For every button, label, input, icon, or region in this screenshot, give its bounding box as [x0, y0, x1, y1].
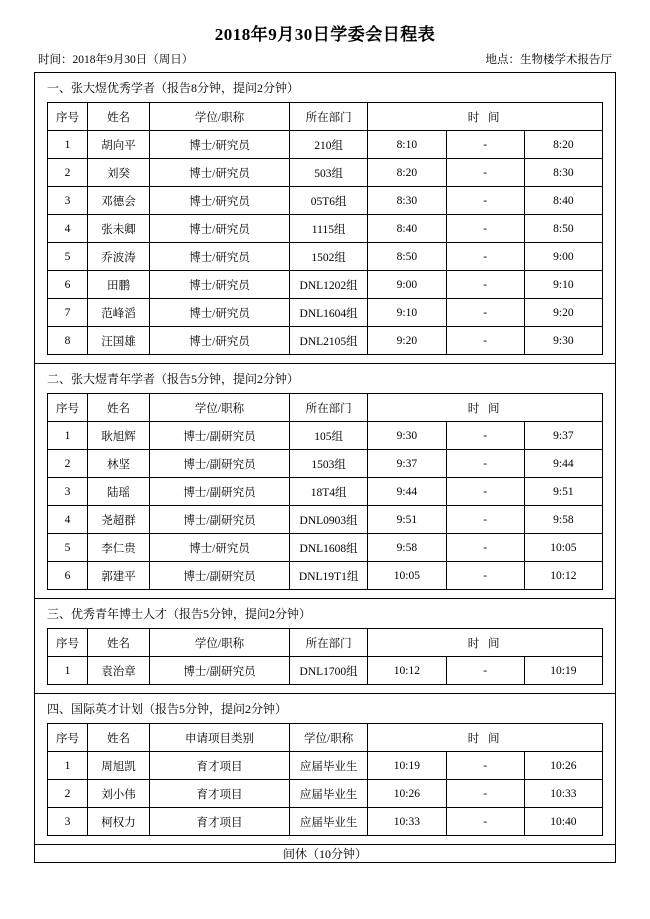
column-header: 姓名	[88, 394, 150, 422]
cell-time-start: 9:44	[368, 478, 446, 506]
cell-time-dash: -	[446, 780, 524, 808]
cell-time-dash: -	[446, 131, 524, 159]
cell-degree: 育才项目	[150, 752, 290, 780]
cell-time-start: 8:10	[368, 131, 446, 159]
cell-degree: 博士/副研究员	[150, 506, 290, 534]
column-header: 姓名	[88, 724, 150, 752]
cell-time-end: 9:10	[524, 271, 602, 299]
section-heading: 三、优秀青年博士人才（报告5分钟，提问2分钟）	[47, 607, 312, 621]
table-row	[48, 243, 603, 271]
cell-dept: 1503组	[290, 450, 368, 478]
column-header-time: 时 间	[368, 724, 603, 752]
table-row	[48, 327, 603, 355]
cell-dept: DNL0903组	[290, 506, 368, 534]
column-header-time: 时 间	[368, 394, 603, 422]
schedule-section	[35, 73, 616, 364]
cell-time-end: 10:40	[524, 808, 602, 836]
table-row	[48, 131, 603, 159]
cell-time-start: 9:30	[368, 422, 446, 450]
cell-name: 郭建平	[88, 562, 150, 590]
schedule-section	[35, 694, 616, 845]
section-table	[47, 628, 603, 685]
table-row	[48, 215, 603, 243]
cell-time-start: 9:00	[368, 271, 446, 299]
cell-time-end: 8:50	[524, 215, 602, 243]
column-header: 序号	[48, 724, 88, 752]
cell-time-end: 10:26	[524, 752, 602, 780]
table-row	[48, 534, 603, 562]
cell-dept: 18T4组	[290, 478, 368, 506]
cell-degree: 博士/研究员	[150, 159, 290, 187]
cell-seq: 1	[48, 657, 88, 685]
cell-name: 范峰滔	[88, 299, 150, 327]
table-header-row	[48, 629, 603, 657]
cell-dept: 503组	[290, 159, 368, 187]
table-row	[48, 187, 603, 215]
cell-degree: 博士/研究员	[150, 243, 290, 271]
cell-seq: 3	[48, 478, 88, 506]
cell-name: 柯权力	[88, 808, 150, 836]
cell-time-end: 9:37	[524, 422, 602, 450]
column-header: 序号	[48, 394, 88, 422]
cell-time-dash: -	[446, 450, 524, 478]
table-row	[48, 506, 603, 534]
cell-seq: 1	[48, 752, 88, 780]
cell-time-end: 8:30	[524, 159, 602, 187]
cell-degree: 博士/研究员	[150, 534, 290, 562]
column-header: 序号	[48, 103, 88, 131]
cell-degree: 博士/副研究员	[150, 562, 290, 590]
table-row	[48, 562, 603, 590]
schedule-section	[35, 599, 616, 694]
cell-degree: 博士/副研究员	[150, 478, 290, 506]
table-row	[48, 478, 603, 506]
column-header: 申请项目类别	[150, 724, 290, 752]
column-header: 学位/职称	[290, 724, 368, 752]
cell-time-start: 10:12	[368, 657, 446, 685]
cell-time-start: 10:05	[368, 562, 446, 590]
cell-dept: 应届毕业生	[290, 780, 368, 808]
cell-seq: 2	[48, 780, 88, 808]
cell-time-end: 9:44	[524, 450, 602, 478]
cell-time-dash: -	[446, 478, 524, 506]
cell-degree: 博士/研究员	[150, 327, 290, 355]
break-label: 间休（10分钟）	[35, 845, 616, 863]
cell-time-start: 8:30	[368, 187, 446, 215]
cell-name: 胡向平	[88, 131, 150, 159]
column-header: 所在部门	[290, 103, 368, 131]
cell-time-dash: -	[446, 215, 524, 243]
cell-dept: 应届毕业生	[290, 808, 368, 836]
table-row	[48, 780, 603, 808]
cell-seq: 3	[48, 808, 88, 836]
cell-name: 张未卿	[88, 215, 150, 243]
cell-seq: 5	[48, 243, 88, 271]
cell-time-start: 8:50	[368, 243, 446, 271]
cell-name: 邓德会	[88, 187, 150, 215]
cell-seq: 7	[48, 299, 88, 327]
cell-time-start: 9:51	[368, 506, 446, 534]
section-heading: 一、张大煜优秀学者（报告8分钟，提问2分钟）	[47, 81, 300, 95]
table-row	[48, 299, 603, 327]
cell-degree: 育才项目	[150, 808, 290, 836]
cell-name: 陆瑶	[88, 478, 150, 506]
cell-time-end: 9:51	[524, 478, 602, 506]
section-heading: 四、国际英才计划（报告5分钟，提问2分钟）	[47, 702, 288, 716]
section-table	[47, 102, 603, 355]
cell-degree: 博士/副研究员	[150, 657, 290, 685]
cell-time-dash: -	[446, 752, 524, 780]
cell-time-start: 9:58	[368, 534, 446, 562]
cell-time-dash: -	[446, 422, 524, 450]
cell-seq: 6	[48, 562, 88, 590]
cell-time-dash: -	[446, 327, 524, 355]
table-header-row	[48, 724, 603, 752]
cell-time-dash: -	[446, 271, 524, 299]
cell-degree: 育才项目	[150, 780, 290, 808]
cell-degree: 博士/研究员	[150, 131, 290, 159]
cell-seq: 1	[48, 422, 88, 450]
column-header: 所在部门	[290, 394, 368, 422]
cell-degree: 博士/研究员	[150, 271, 290, 299]
cell-time-end: 9:30	[524, 327, 602, 355]
table-row	[48, 752, 603, 780]
cell-time-dash: -	[446, 187, 524, 215]
cell-time-dash: -	[446, 159, 524, 187]
cell-name: 刘癸	[88, 159, 150, 187]
table-row	[48, 657, 603, 685]
table-header-row	[48, 394, 603, 422]
column-header: 学位/职称	[150, 103, 290, 131]
cell-name: 周旭凯	[88, 752, 150, 780]
column-header-time: 时 间	[368, 629, 603, 657]
cell-time-end: 10:12	[524, 562, 602, 590]
cell-dept: DNL1608组	[290, 534, 368, 562]
cell-time-end: 9:20	[524, 299, 602, 327]
table-row	[48, 808, 603, 836]
cell-degree: 博士/研究员	[150, 187, 290, 215]
cell-time-start: 8:20	[368, 159, 446, 187]
cell-seq: 8	[48, 327, 88, 355]
cell-time-end: 8:40	[524, 187, 602, 215]
column-header: 序号	[48, 629, 88, 657]
cell-name: 汪国雄	[88, 327, 150, 355]
cell-dept: DNL1604组	[290, 299, 368, 327]
section-heading: 二、张大煜青年学者（报告5分钟，提问2分钟）	[47, 372, 300, 386]
meta-location: 地点：生物楼学术报告厅	[485, 54, 612, 66]
cell-time-dash: -	[446, 808, 524, 836]
cell-seq: 4	[48, 506, 88, 534]
cell-time-dash: -	[446, 243, 524, 271]
section-table	[47, 723, 603, 836]
cell-dept: 210组	[290, 131, 368, 159]
column-header: 学位/职称	[150, 629, 290, 657]
cell-seq: 2	[48, 450, 88, 478]
cell-degree: 博士/研究员	[150, 299, 290, 327]
table-row	[48, 271, 603, 299]
table-header-row	[48, 103, 603, 131]
cell-time-start: 10:19	[368, 752, 446, 780]
cell-time-dash: -	[446, 534, 524, 562]
cell-name: 李仁贵	[88, 534, 150, 562]
column-header: 学位/职称	[150, 394, 290, 422]
cell-seq: 4	[48, 215, 88, 243]
cell-dept: 105组	[290, 422, 368, 450]
cell-time-end: 8:20	[524, 131, 602, 159]
cell-time-start: 10:26	[368, 780, 446, 808]
cell-name: 袁治章	[88, 657, 150, 685]
cell-time-end: 10:05	[524, 534, 602, 562]
cell-time-end: 10:19	[524, 657, 602, 685]
cell-name: 乔波涛	[88, 243, 150, 271]
cell-name: 耿旭辉	[88, 422, 150, 450]
cell-name: 尧超群	[88, 506, 150, 534]
column-header: 所在部门	[290, 629, 368, 657]
cell-dept: DNL2105组	[290, 327, 368, 355]
cell-time-end: 9:58	[524, 506, 602, 534]
cell-degree: 博士/研究员	[150, 215, 290, 243]
cell-degree: 博士/副研究员	[150, 450, 290, 478]
section-table	[47, 393, 603, 590]
break-row	[35, 845, 616, 863]
cell-name: 刘小伟	[88, 780, 150, 808]
cell-seq: 1	[48, 131, 88, 159]
cell-time-start: 9:37	[368, 450, 446, 478]
cell-dept: DNL19T1组	[290, 562, 368, 590]
cell-name: 田鹏	[88, 271, 150, 299]
cell-time-end: 9:00	[524, 243, 602, 271]
cell-seq: 2	[48, 159, 88, 187]
cell-time-end: 10:33	[524, 780, 602, 808]
document-meta	[38, 51, 612, 67]
cell-time-start: 9:20	[368, 327, 446, 355]
table-row	[48, 422, 603, 450]
schedule-section	[35, 364, 616, 599]
cell-time-dash: -	[446, 562, 524, 590]
cell-seq: 5	[48, 534, 88, 562]
table-row	[48, 450, 603, 478]
cell-time-dash: -	[446, 506, 524, 534]
column-header-time: 时 间	[368, 103, 603, 131]
cell-time-dash: -	[446, 657, 524, 685]
cell-time-dash: -	[446, 299, 524, 327]
schedule-table	[34, 72, 616, 863]
cell-time-start: 8:40	[368, 215, 446, 243]
cell-seq: 6	[48, 271, 88, 299]
page-title: 2018年9月30日学委会日程表	[214, 25, 436, 44]
cell-dept: 1502组	[290, 243, 368, 271]
cell-seq: 3	[48, 187, 88, 215]
cell-time-start: 10:33	[368, 808, 446, 836]
table-row	[48, 159, 603, 187]
column-header: 姓名	[88, 629, 150, 657]
cell-dept: DNL1202组	[290, 271, 368, 299]
cell-dept: 1115组	[290, 215, 368, 243]
cell-time-start: 9:10	[368, 299, 446, 327]
cell-dept: 应届毕业生	[290, 752, 368, 780]
cell-degree: 博士/副研究员	[150, 422, 290, 450]
cell-dept: 05T6组	[290, 187, 368, 215]
cell-dept: DNL1700组	[290, 657, 368, 685]
column-header: 姓名	[88, 103, 150, 131]
cell-name: 林坚	[88, 450, 150, 478]
meta-time: 时间：2018年9月30日（周日）	[38, 54, 194, 66]
